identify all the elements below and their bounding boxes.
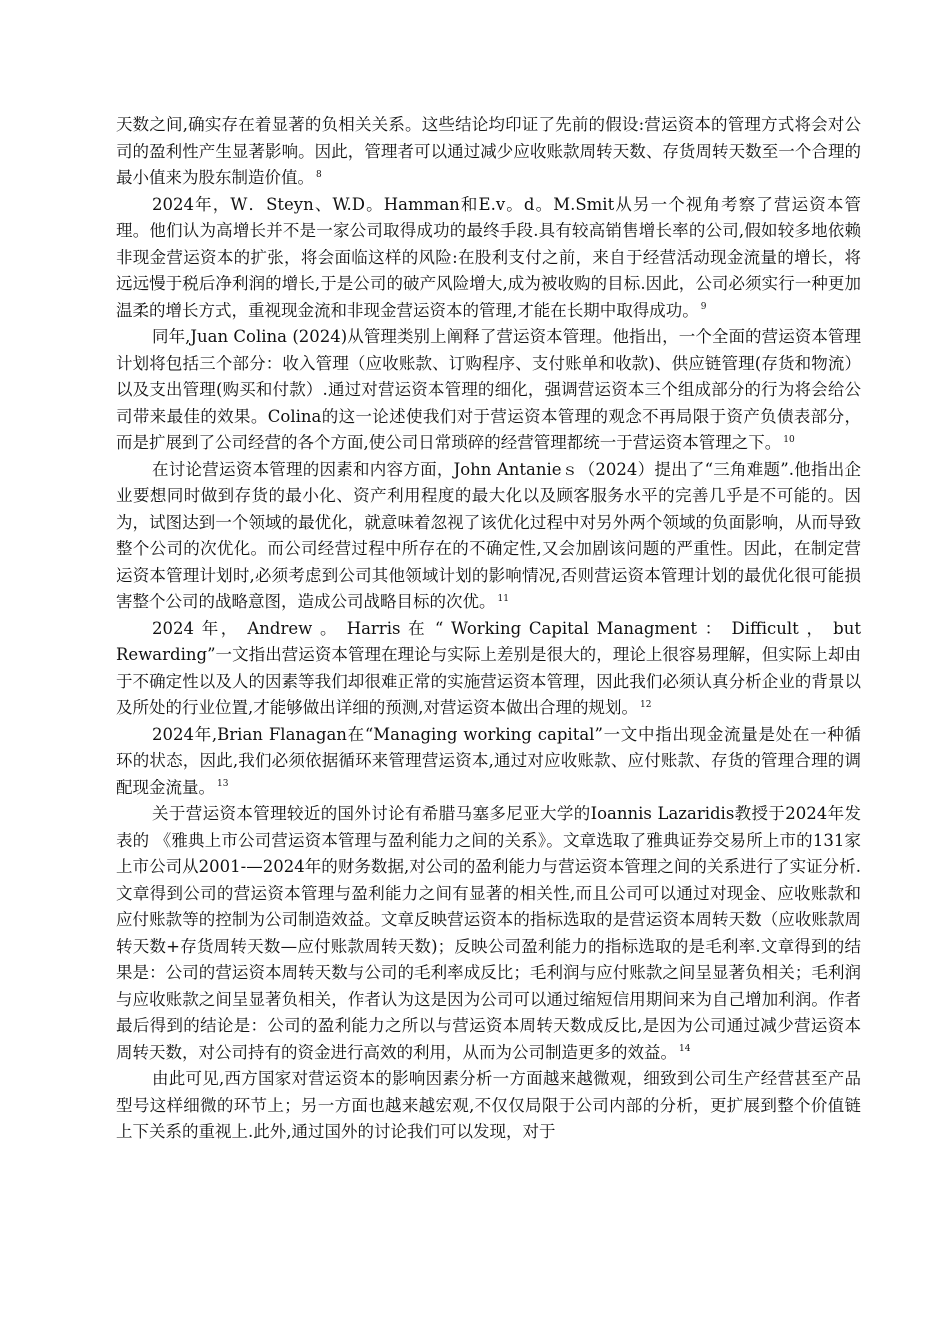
- paragraph-8: [116, 1066, 861, 1146]
- paragraph-4: [116, 457, 861, 616]
- paragraph-5-text: 2024 年， Andrew 。 Harris 在 “ Working Capital Managment ： Difficult ， but Rewarding”一文指出营运资本管理在理论与实际上差别是很大的，理论上很容易理解，但实际上却由于不确定性以及人的因素等我们却很难正常的实施营运资本管理，因此我们必须认真分析企业的背景以及所处的行业位置,才能够做出详细的预测,对营运资本做出合理的规划。: [116, 618, 861, 717]
- paragraph-6-text: 2024年,Brian Flanagan在“Managing working capital”一文中指出现金流量是处在一种循环的状态，因此,我们必须依据循环来管理营运资本,通过对应收账款、应付账款、存货的管理合理的调配现金流量。: [116, 724, 861, 797]
- footnote-marker-11[interactable]: 11: [497, 593, 509, 604]
- paragraph-6: [116, 722, 861, 802]
- footnote-marker-10[interactable]: 10: [783, 434, 795, 445]
- footnote-marker-13[interactable]: 13: [217, 779, 229, 789]
- document-body: [116, 112, 861, 1146]
- paragraph-4-text: 在讨论营运资本管理的因素和内容方面，John Antanieｓ（2024）提出了“三角难题”.他指出企业要想同时做到存货的最小化、资产利用程度的最大化以及顾客服务水平的完善几乎是不可能的。因为，试图达到一个领域的最优化，就意味着忽视了该优化过程中对另外两个领域的负面影响，从而导致整个公司的次优化。而公司经营过程中所存在的不确定性,又会加剧该问题的严重性。因此，在制定营运资本管理计划时,必须考虑到公司其他领域计划的影响情况,否则营运资本管理计划的最优化很可能损害整个公司的战略意图，造成公司战略目标的次优。: [116, 459, 861, 611]
- footnote-marker-14[interactable]: 14: [679, 1044, 691, 1054]
- paragraph-7-text: 关于营运资本管理较近的国外讨论有希腊马塞多尼亚大学的Ioannis Lazaridis教授于2024年发表的 《雅典上市公司营运资本管理与盈利能力之间的关系》。文章选取了雅典证券交易所上市的131家上市公司从2001-—2024年的财务数据,对公司的盈利能力与营运资本管理之间的关系进行了实证分析.文章得到公司的营运资本管理与盈利能力之间有显著的相关性,而且公司可以通过对现金、应收账款和应付账款等的控制为公司制造效益。文章反映营运资本的指标选取的是营运资本周转天数（应收账款周转天数+存货周转天数—应付账款周转天数)；反映公司盈利能力的指标选取的是毛利率.文章得到的结果是：公司的营运资本周转天数与公司的毛利率成反比；毛利润与应付账款之间呈显著负相关；毛利润与应收账款之间呈显著负相关，作者认为这是因为公司可以通过缩短信用期间来为自己增加利润。作者最后得到的结论是：公司的盈利能力之所以与营运资本周转天数成反比,是因为公司通过减少营运资本周转天数，对公司持有的资金进行高效的利用，从而为公司制造更多的效益。: [116, 804, 861, 1062]
- paragraph-3: [116, 324, 861, 457]
- paragraph-1-text: 天数之间,确实存在着显著的负相关关系。这些结论均印证了先前的假设:营运资本的管理方式将会对公司的盈利性产生显著影响。因此，管理者可以通过减少应收账款周转天数、存货周转天数至一个合理的最小值来为股东制造价值。: [116, 115, 861, 187]
- footnote-marker-9[interactable]: 9: [700, 302, 707, 312]
- paragraph-8-text: 由此可见,西方国家对营运资本的影响因素分析一方面越来越微观，细致到公司生产经营甚至产品型号这样细微的环节上；另一方面也越来越宏观,不仅仅局限于公司内部的分析，更扩展到整个价值链上下关系的重视上.此外,通过国外的讨论我们可以发现，对于: [116, 1069, 861, 1141]
- paragraph-1: [116, 112, 861, 192]
- paragraph-7: [116, 801, 861, 1066]
- paragraph-3-text: 同年,Juan Colina (2024)从管理类别上阐释了营运资本管理。他指出，一个全面的营运资本管理计划将包括三个部分：收入管理（应收账款、订购程序、支付账单和收款)、供应链管理(存货和物流）以及支出管理(购买和付款）.通过对营运资本管理的细化，强调营运资本三个组成部分的行为将会给公司带来最佳的效果。Colina的这一论述使我们对于营运资本管理的观念不再局限于资产负债表部分，而是扩展到了公司经营的各个方面,使公司日常琐碎的经营管理都统一于营运资本管理之下。: [116, 327, 861, 452]
- footnote-marker-8[interactable]: 8: [316, 169, 322, 180]
- paragraph-2-text: 2024年，W．Steyn、W.D。Hamman和E.v。d。M.Smit从另一个视角考察了营运资本管理。他们认为高增长并不是一家公司取得成功的最终手段.具有较高销售增长率的公司,假如较多地依赖非现金营运资本的扩张，将会面临这样的风险:在股利支付之前，来自于经营活动现金流量的增长，将远远慢于税后净利润的增长,于是公司的破产风险增大,成为被收购的目标.因此，公司必须实行一种更加温柔的增长方式，重视现金流和非现金营运资本的管理,才能在长期中取得成功。: [116, 194, 861, 320]
- footnote-marker-12[interactable]: 12: [640, 699, 652, 710]
- paragraph-5: [116, 616, 861, 722]
- paragraph-2: [116, 192, 861, 325]
